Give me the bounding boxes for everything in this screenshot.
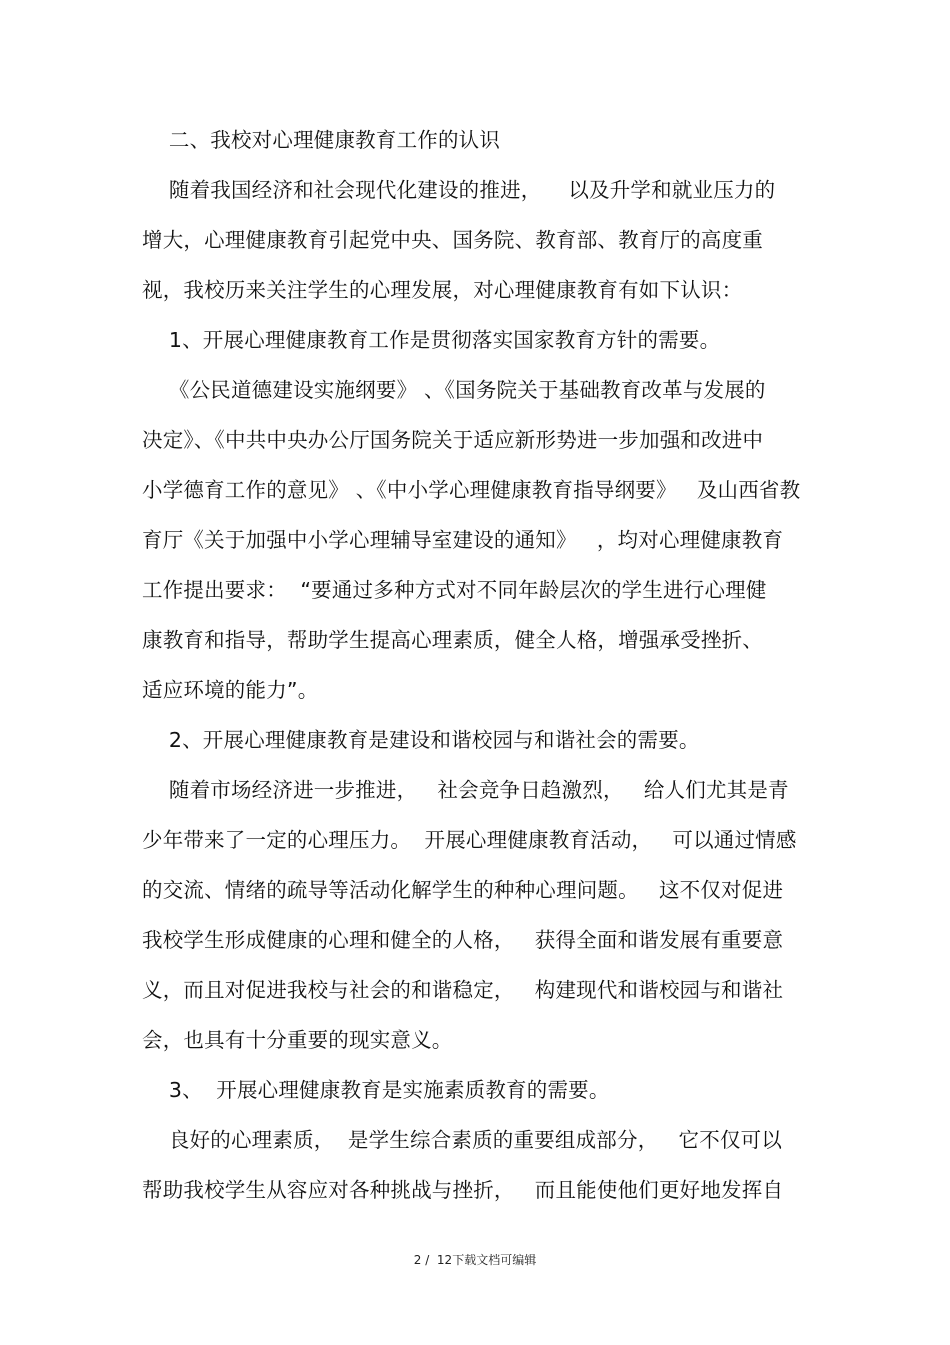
- text-line: 《公民道德建设实施纲要》 、《国务院关于基础教育改革与发展的: [142, 378, 766, 402]
- text-line: 康教育和指导，帮助学生提高心理素质，健全人格，增强承受挫折、: [142, 628, 763, 652]
- text-line: 我校学生形成健康的心理和健全的人格， 获得全面和谐发展有重要意: [142, 928, 784, 952]
- text-line: 良好的心理素质， 是学生综合素质的重要组成部分， 它不仅可以: [142, 1128, 783, 1152]
- text-line: 会，也具有十分重要的现实意义。: [142, 1028, 453, 1052]
- page-footer: 2 / 12下载文档可编辑: [413, 1253, 537, 1267]
- text-line: 适应环境的能力”。: [142, 678, 319, 702]
- text-line: 义，而且对促进我校与社会的和谐稳定， 构建现代和谐校园与和谐社: [142, 978, 784, 1002]
- section-heading: 二、我校对心理健康教育工作的认识: [142, 128, 501, 152]
- text-line: 随着市场经济进一步推进， 社会竞争日趋激烈， 给人们尤其是青: [142, 778, 789, 802]
- text-line: 随着我国经济和社会现代化建设的推进， 以及升学和就业压力的: [142, 178, 776, 202]
- text-line: 决定》、《中共中央办公厅国务院关于适应新形势进一步加强和改进中: [142, 428, 764, 452]
- text-line: 帮助我校学生从容应对各种挑战与挫折， 而且能使他们更好地发挥自: [142, 1178, 784, 1202]
- text-line: 增大，心理健康教育引起党中央、国务院、教育部、教育厅的高度重: [142, 228, 763, 252]
- text-line: 育厅《关于加强中小学心理辅导室建设的通知》 ，均对心理健康教育: [142, 528, 784, 552]
- text-line: 少年带来了一定的心理压力。 开展心理健康教育活动， 可以通过情感: [142, 828, 797, 852]
- subheading-2: 2、开展心理健康教育是建设和谐校园与和谐社会的需要。: [142, 728, 700, 752]
- subheading-1: 1、开展心理健康教育工作是贯彻落实国家教育方针的需要。: [142, 328, 721, 352]
- text-line: 的交流、情绪的疏导等活动化解学生的种种心理问题。 这不仅对促进: [142, 878, 784, 902]
- text-line: 工作提出要求： “要通过多种方式对不同年龄层次的学生进行心理健: [142, 578, 767, 602]
- subheading-3: 3、 开展心理健康教育是实施素质教育的需要。: [142, 1078, 610, 1102]
- text-line: 视，我校历来关注学生的心理发展，对心理健康教育有如下认识：: [142, 278, 743, 302]
- text-line: 小学德育工作的意见》 、《中小学心理健康教育指导纲要》 及山西省教: [142, 478, 801, 502]
